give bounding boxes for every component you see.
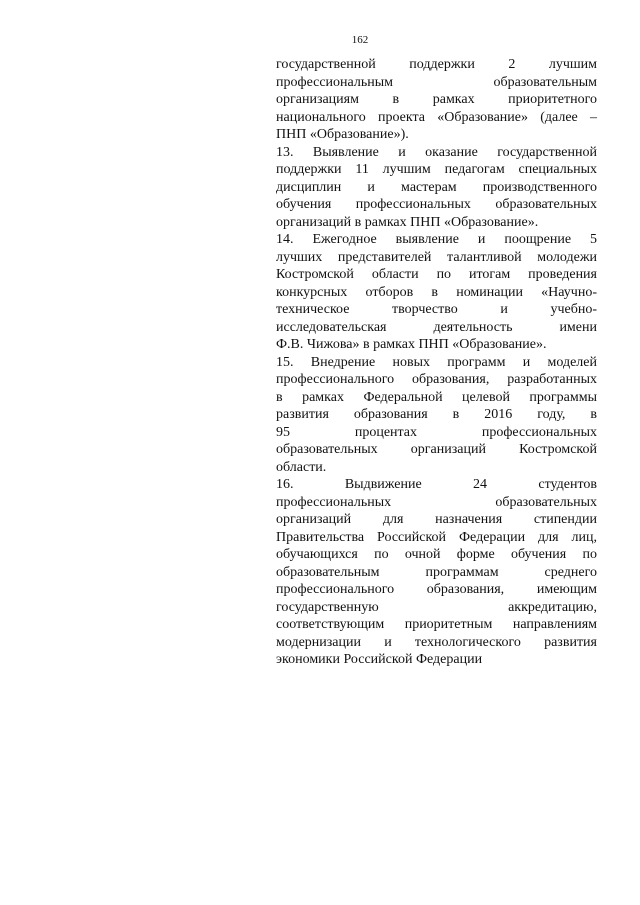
text-line: государственной поддержки 2 лучшим bbox=[276, 57, 597, 72]
text-line: дисциплин и мастерам производственного bbox=[276, 179, 597, 195]
text-line: организаций в рамках ПНП «Образование». bbox=[276, 214, 539, 230]
text-line: 13. Выявление и оказание государственной bbox=[276, 144, 597, 160]
text-line: Костромской области по итогам проведения bbox=[276, 267, 597, 282]
text-line: организаций для назначения стипендии bbox=[276, 512, 597, 527]
paragraph-item-15 bbox=[276, 354, 597, 477]
text-line: экономики Российской Федерации bbox=[276, 652, 483, 667]
text-line: профессиональных образовательных bbox=[276, 494, 597, 510]
text-line: 15. Внедрение новых программ и моделей bbox=[276, 354, 597, 370]
text-line: образовательным программам среднего bbox=[276, 564, 597, 580]
text-line: обучающихся по очной форме обучения по bbox=[276, 547, 597, 562]
text-line: 14. Ежегодное выявление и поощрение 5 bbox=[276, 232, 597, 247]
paragraph-item-13 bbox=[276, 144, 597, 232]
text-line: национального проекта «Образование» (далее – bbox=[276, 109, 597, 125]
text-line: конкурсных отборов в номинации «Научно- bbox=[276, 284, 597, 300]
text-line: в рамках Федеральной целевой программы bbox=[276, 389, 597, 405]
text-line: модернизации и технологического развития bbox=[276, 634, 597, 650]
document-body bbox=[276, 56, 597, 669]
text-line: Ф.В. Чижова» в рамках ПНП «Образование». bbox=[276, 337, 547, 352]
paragraph-item-14 bbox=[276, 231, 597, 354]
text-line: поддержки 11 лучшим педагогам специальных bbox=[276, 162, 597, 177]
text-line: соответствующим приоритетным направлениям bbox=[276, 617, 597, 632]
paragraph-intro-continuation bbox=[276, 56, 597, 144]
page-number: 162 bbox=[351, 34, 369, 46]
text-line: Правительства Российской Федерации для лиц, bbox=[276, 529, 597, 545]
text-line: 95 процентах профессиональных bbox=[276, 424, 597, 440]
text-line: области. bbox=[276, 459, 327, 475]
text-line: образовательных организаций Костромской bbox=[276, 442, 597, 457]
paragraph-item-16 bbox=[276, 476, 597, 669]
text-line: лучших представителей талантливой молодежи bbox=[276, 249, 597, 265]
text-line: профессиональным образовательным bbox=[276, 74, 597, 90]
text-line: профессионального образования, разработанных bbox=[276, 372, 597, 387]
text-line: 16. Выдвижение 24 студентов bbox=[276, 477, 597, 492]
text-line: исследовательская деятельность имени bbox=[276, 319, 597, 335]
text-line: государственную аккредитацию, bbox=[276, 599, 597, 615]
text-line: обучения профессиональных образовательных bbox=[276, 197, 597, 212]
text-line: профессионального образования, имеющим bbox=[276, 582, 597, 597]
text-line: техническое творчество и учебно- bbox=[276, 302, 597, 317]
text-line: развития образования в 2016 году, в bbox=[276, 407, 597, 422]
text-line: организациям в рамках приоритетного bbox=[276, 92, 597, 107]
text-line: ПНП «Образование»). bbox=[276, 127, 409, 142]
